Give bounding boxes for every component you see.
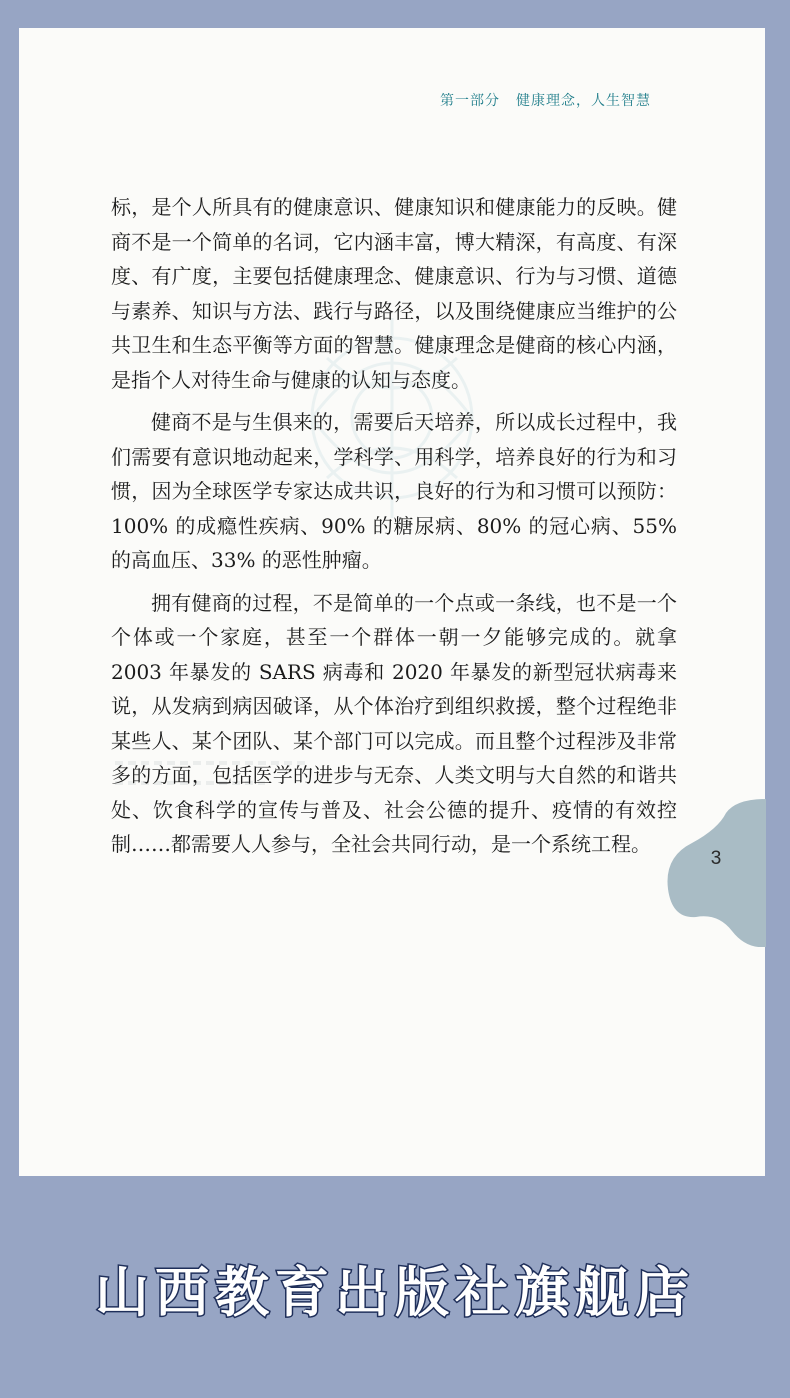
header-chapter-title: 健康理念，人生智慧 — [516, 93, 651, 109]
page-number-tab — [666, 799, 766, 947]
body-text — [111, 190, 677, 862]
store-banner-text: 山西教育出版社旗舰店 — [95, 1261, 695, 1324]
running-header — [440, 90, 651, 110]
paragraph-1: 标，是个人所具有的健康意识、健康知识和健康能力的反映。健商不是一个简单的名词，它内涵丰富，博大精深，有高度、有深度、有广度，主要包括健康理念、健康意识、行为与习惯、道德与素养、知识与方法、践行与路径，以及围绕健康应当维护的公共卫生和生态平衡等方面的智慧。健康理念是健商的核心内涵，是指个人对待生命与健康的认知与态度。 — [111, 195, 677, 392]
paragraph-2: 健商不是与生俱来的，需要后天培养，所以成长过程中，我们需要有意识地动起来，学科学、用科学，培养良好的行为和习惯，因为全球医学专家达成共识，良好的行为和习惯可以预防：100% 的成瘾性疾病、90% 的糖尿病、80% 的冠心病、55% 的高血压、33% 的恶性肿瘤。 — [111, 410, 677, 572]
page-number: 3 — [710, 848, 722, 869]
book-page — [19, 28, 765, 1176]
header-part-label: 第一部分 — [440, 93, 500, 109]
paragraph-3: 拥有健商的过程，不是简单的一个点或一条线，也不是一个个体或一个家庭，甚至一个群体一朝一夕能够完成的。就拿 2003 年暴发的 SARS 病毒和 2020 年暴发的新型冠状病毒来说，从发病到病因破译，从个体治疗到组织救援，整个过程绝非某些人、某个团队、某个部门可以完成。而且整个过程涉及非常多的方面，包括医学的进步与无奈、人类文明与大自然的和谐共处、饮食科学的宣传与普及、社会公德的提升、疫情的有效控制……都需要人人参与，全社会共同行动，是一个系统工程。 — [111, 590, 677, 856]
